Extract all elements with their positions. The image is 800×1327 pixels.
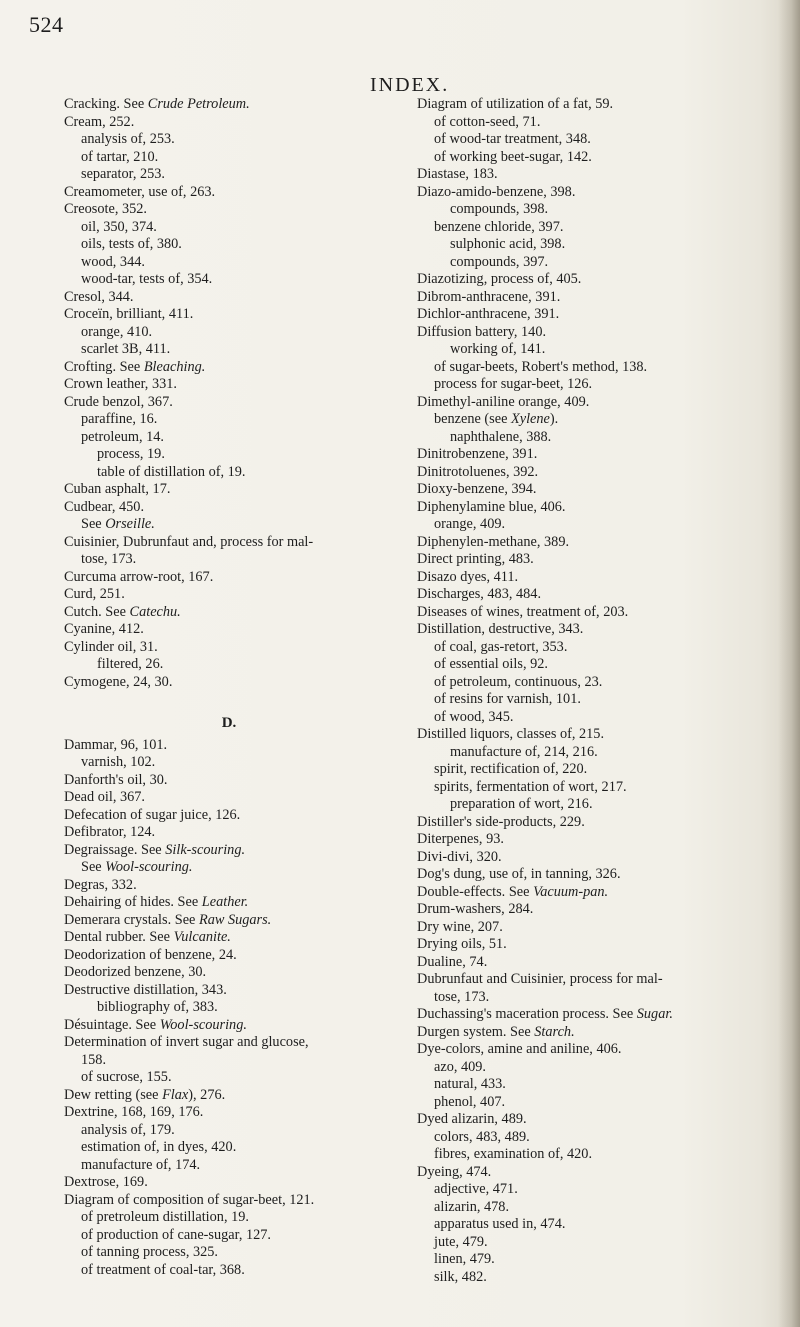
- index-entry: [64, 499, 394, 517]
- entry-text: of working beet-sugar, 142.: [434, 148, 592, 165]
- entry-cross-reference: Raw Sugars.: [198, 911, 272, 928]
- index-entry: [64, 789, 394, 807]
- entry-text: benzene (see: [434, 411, 511, 427]
- index-entry: [417, 394, 777, 412]
- entry-text: of sugar-beets, Robert's method, 138.: [434, 358, 648, 375]
- index-entry: [417, 96, 777, 114]
- index-entry: [417, 639, 777, 657]
- entry-text: of tartar, 210.: [81, 148, 159, 165]
- entry-text: filtered, 26.: [97, 656, 164, 672]
- index-entry: [64, 807, 394, 825]
- entry-text: Dammar, 96, 101.: [64, 736, 168, 753]
- entry-text: bibliography of, 383.: [97, 999, 218, 1015]
- index-entry: [417, 884, 777, 902]
- entry-text: Cymogene, 24, 30.: [64, 673, 173, 690]
- entry-cross-reference: Xylene: [511, 411, 550, 427]
- entry-text: of pretroleum distillation, 19.: [81, 1209, 249, 1225]
- entry-text: of cotton-seed, 71.: [434, 113, 541, 130]
- entry-text: Crude benzol, 367.: [64, 393, 173, 410]
- entry-text: of wood-tar treatment, 348.: [434, 131, 591, 147]
- index-entry: [64, 674, 394, 692]
- index-entry: [417, 919, 777, 937]
- entry-cross-reference: Catechu.: [129, 603, 181, 620]
- entry-text: Distilled liquors, classes of, 215.: [417, 726, 605, 742]
- entry-cross-reference: Silk-scouring.: [165, 841, 246, 858]
- entry-text: Dibrom-anthracene, 391.: [417, 288, 561, 305]
- index-entry: [417, 114, 777, 132]
- entry-text: Dextrose, 169.: [64, 1174, 148, 1190]
- entry-text: Distillation, destructive, 343.: [417, 621, 584, 637]
- index-entry: [417, 814, 777, 832]
- section-heading: D.: [221, 715, 237, 731]
- entry-text: Dog's dung, use of, in tanning, 326.: [417, 866, 621, 882]
- index-entry: [417, 901, 777, 919]
- index-entry: [417, 1094, 777, 1112]
- entry-text: Diphenylamine blue, 406.: [417, 498, 566, 515]
- index-entry: [417, 779, 777, 797]
- entry-text: manufacture of, 174.: [81, 1156, 201, 1173]
- index-entry: [64, 149, 394, 167]
- entry-text: Diseases of wines, treatment of, 203.: [417, 603, 629, 620]
- entry-text: Dichlor-anthracene, 391.: [417, 306, 560, 322]
- index-entry: [64, 1192, 394, 1210]
- index-entry: [64, 306, 394, 324]
- entry-text: orange, 409.: [434, 516, 506, 532]
- index-entry: [64, 1209, 394, 1227]
- entry-text: separator, 253.: [81, 166, 165, 182]
- entry-text: manufacture of, 214, 216.: [450, 743, 598, 760]
- entry-text: preparation of wort, 216.: [450, 796, 593, 812]
- index-entry: [417, 1129, 777, 1147]
- index-entry: [417, 481, 777, 499]
- index-entry: [417, 1216, 777, 1234]
- index-entry: [417, 271, 777, 289]
- index-entry: [64, 289, 394, 307]
- index-entry: [64, 96, 394, 114]
- index-entry: [417, 1269, 777, 1287]
- left-column: [64, 96, 394, 1279]
- index-entry: [64, 1087, 394, 1105]
- index-entry: [417, 849, 777, 867]
- index-entry: [64, 737, 394, 755]
- index-entry: [417, 1111, 777, 1129]
- entry-text: process, 19.: [97, 446, 165, 462]
- entry-text: azo, 409.: [434, 1058, 487, 1075]
- entry-text: of essential oils, 92.: [434, 656, 548, 672]
- entry-text: Dinitrobenzene, 391.: [417, 446, 538, 462]
- entry-text: Curcuma arrow-root, 167.: [64, 568, 214, 585]
- entry-text: oils, tests of, 380.: [81, 236, 182, 252]
- index-entry: [64, 1122, 394, 1140]
- index-entry: [64, 464, 394, 482]
- index-entry: [64, 929, 394, 947]
- index-entry: [64, 877, 394, 895]
- index-entry: [417, 761, 777, 779]
- entry-text: wood, 344.: [81, 253, 145, 270]
- entry-text: Cream, 252.: [64, 113, 135, 130]
- entry-text: Dehairing of hides. See: [64, 894, 202, 910]
- index-entry: [64, 1157, 394, 1175]
- index-entry: [417, 1041, 777, 1059]
- entry-text: Disazo dyes, 411.: [417, 568, 519, 585]
- entry-cross-reference: Vacuum-pan.: [533, 883, 609, 900]
- index-entry: [417, 674, 777, 692]
- index-entry: [64, 1034, 394, 1052]
- entry-text: linen, 479.: [434, 1251, 495, 1267]
- index-entry: [64, 359, 394, 377]
- index-entry: [64, 1227, 394, 1245]
- entry-text: analysis of, 253.: [81, 131, 175, 147]
- entry-text: Dinitrotoluenes, 392.: [417, 463, 539, 480]
- entry-text: varnish, 102.: [81, 754, 156, 770]
- index-entry: [417, 796, 777, 814]
- entry-text: Dyed alizarin, 489.: [417, 1111, 527, 1127]
- index-entry: [64, 254, 394, 272]
- entry-text: Destructive distillation, 343.: [64, 981, 227, 998]
- index-entry: [64, 1104, 394, 1122]
- index-entry: [64, 1139, 394, 1157]
- index-entry: [64, 429, 394, 447]
- index-entry: [417, 1024, 777, 1042]
- entry-text: Cutch. See: [64, 603, 130, 620]
- entry-text: Danforth's oil, 30.: [64, 771, 168, 788]
- index-entry: [417, 324, 777, 342]
- index-entry: [417, 586, 777, 604]
- index-entry: [417, 306, 777, 324]
- entry-text: compounds, 398.: [450, 201, 549, 217]
- entry-text: benzene chloride, 397.: [434, 218, 564, 235]
- entry-text: analysis of, 179.: [81, 1121, 175, 1138]
- entry-cross-reference: Starch.: [534, 1023, 575, 1040]
- entry-text: Cresol, 344.: [64, 288, 134, 305]
- entry-text: Drum-washers, 284.: [417, 901, 534, 917]
- index-entry: [417, 411, 777, 429]
- entry-text: apparatus used in, 474.: [434, 1216, 566, 1232]
- index-entry: [64, 912, 394, 930]
- index-entry: [417, 1234, 777, 1252]
- entry-text: Distiller's side-products, 229.: [417, 813, 585, 830]
- entry-text: of resins for varnish, 101.: [434, 691, 581, 707]
- index-entry: [64, 964, 394, 982]
- index-entry: [64, 201, 394, 219]
- entry-continuation: 158.: [81, 1051, 107, 1068]
- entry-text: Creamometer, use of, 263.: [64, 183, 216, 200]
- entry-text: Cuisinier, Dubrunfaut and, process for mal-: [64, 533, 314, 550]
- index-entry: [64, 1017, 394, 1035]
- entry-text: of wood, 345.: [434, 708, 514, 725]
- index-entry: [64, 1069, 394, 1087]
- index-entry: [64, 236, 394, 254]
- entry-text: Dental rubber. See: [64, 929, 174, 945]
- entry-text: Defibrator, 124.: [64, 824, 156, 840]
- entry-text: Demerara crystals. See: [64, 911, 199, 928]
- index-entry: [417, 1006, 777, 1024]
- entry-text: Degras, 332.: [64, 876, 137, 893]
- entry-text: Diazo-amido-benzene, 398.: [417, 183, 576, 200]
- index-entry: [417, 744, 777, 762]
- entry-text: Dualine, 74.: [417, 953, 488, 970]
- entry-text: oil, 350, 374.: [81, 218, 157, 235]
- page-number: 524: [29, 12, 64, 37]
- entry-text: See: [81, 859, 106, 875]
- index-entry: [64, 1174, 394, 1192]
- index-entry: [64, 534, 394, 552]
- entry-text: table of distillation of, 19.: [97, 463, 246, 480]
- entry-text: spirit, rectification of, 220.: [434, 761, 588, 777]
- entry-text: Désuintage. See: [64, 1016, 160, 1033]
- entry-text: of production of cane-sugar, 127.: [81, 1226, 271, 1243]
- index-entry: [417, 516, 777, 534]
- index-entry: [417, 604, 777, 622]
- index-entry: [64, 184, 394, 202]
- entry-text: Dead oil, 367.: [64, 789, 145, 805]
- entry-cross-reference: Flax: [162, 1086, 189, 1103]
- entry-text: Diterpenes, 93.: [417, 831, 504, 847]
- index-entry: [64, 999, 394, 1017]
- page-edge-shadow: [778, 0, 800, 1327]
- entry-text: Dew retting (see: [64, 1086, 163, 1103]
- entry-text: Double-effects. See: [417, 883, 534, 900]
- entry-text: Curd, 251.: [64, 586, 125, 602]
- index-entry: [64, 604, 394, 622]
- entry-text: Deodorized benzene, 30.: [64, 964, 207, 980]
- index-entry: [417, 1076, 777, 1094]
- entry-cross-reference: Wool-scouring.: [105, 859, 193, 875]
- index-entry: [64, 982, 394, 1000]
- index-entry: [417, 359, 777, 377]
- entry-text: Diphenylen-methane, 389.: [417, 533, 570, 550]
- entry-text: spirits, fermentation of wort, 217.: [434, 778, 627, 795]
- entry-text: adjective, 471.: [434, 1181, 518, 1197]
- entry-text: colors, 483, 489.: [434, 1128, 530, 1145]
- entry-text: petroleum, 14.: [81, 428, 164, 445]
- index-entry: [417, 1251, 777, 1269]
- entry-text: Cyanine, 412.: [64, 621, 144, 637]
- index-entry: [417, 429, 777, 447]
- index-entry: [64, 894, 394, 912]
- index-entry: [417, 866, 777, 884]
- entry-continuation: tose, 173.: [434, 988, 490, 1005]
- entry-cross-reference: Sugar.: [636, 1006, 673, 1022]
- entry-text: Croceïn, brilliant, 411.: [64, 306, 194, 322]
- index-entry: [417, 149, 777, 167]
- entry-text: scarlet 3B, 411.: [81, 341, 171, 357]
- index-entry: [64, 947, 394, 965]
- index-entry: [417, 184, 777, 202]
- index-entry: [64, 411, 394, 429]
- index-entry: [64, 1262, 394, 1280]
- entry-text: Cylinder oil, 31.: [64, 638, 158, 655]
- entry-text: paraffine, 16.: [81, 411, 158, 427]
- entry-text: alizarin, 478.: [434, 1198, 510, 1215]
- index-entry: [417, 236, 777, 254]
- entry-text: wood-tar, tests of, 354.: [81, 271, 213, 287]
- entry-text: naphthalene, 388.: [450, 428, 552, 445]
- index-entry: [417, 831, 777, 849]
- entry-text-after: ).: [549, 411, 559, 427]
- index-entry: [64, 586, 394, 604]
- index-entry: [417, 254, 777, 272]
- index-entry: [64, 271, 394, 289]
- entry-text: compounds, 397.: [450, 253, 549, 270]
- index-entry: [417, 726, 777, 744]
- entry-text: Deodorization of benzene, 24.: [64, 946, 237, 963]
- entry-text: of tanning process, 325.: [81, 1244, 218, 1260]
- entry-text: Crown leather, 331.: [64, 376, 177, 392]
- index-entry: [64, 131, 394, 149]
- index-entry: [64, 842, 394, 860]
- index-entry: [417, 691, 777, 709]
- index-entry: [417, 954, 777, 972]
- entry-text: of coal, gas-retort, 353.: [434, 638, 568, 655]
- index-entry: [417, 219, 777, 237]
- index-entry: [64, 754, 394, 772]
- entry-text: Dry wine, 207.: [417, 918, 503, 935]
- index-entry: [417, 464, 777, 482]
- entry-text: Dye-colors, amine and aniline, 406.: [417, 1041, 622, 1057]
- index-entry: [417, 936, 777, 954]
- index-entry: [417, 1164, 777, 1182]
- index-entry: [417, 656, 777, 674]
- entry-text: orange, 410.: [81, 323, 153, 340]
- entry-text: natural, 433.: [434, 1076, 506, 1092]
- entry-text: Discharges, 483, 484.: [417, 586, 542, 602]
- index-entry: [64, 341, 394, 359]
- index-entry: [64, 621, 394, 639]
- entry-cross-reference: Vulcanite.: [173, 929, 231, 945]
- entry-cross-reference: Leather.: [201, 894, 249, 910]
- index-entry: [64, 394, 394, 412]
- entry-text: estimation of, in dyes, 420.: [81, 1139, 237, 1155]
- index-entry: [64, 772, 394, 790]
- entry-text: Cuban asphalt, 17.: [64, 481, 171, 497]
- index-entry: [64, 114, 394, 132]
- right-column: [417, 96, 777, 1286]
- entry-text-after: ), 276.: [188, 1086, 226, 1103]
- entry-text: working of, 141.: [450, 341, 546, 357]
- entry-text: Durgen system. See: [417, 1023, 535, 1040]
- entry-text: Dimethyl-aniline orange, 409.: [417, 393, 590, 410]
- index-entry: [417, 446, 777, 464]
- index-entry: [417, 534, 777, 552]
- index-entry: [64, 446, 394, 464]
- entry-text: Drying oils, 51.: [417, 936, 507, 952]
- index-entry: [64, 569, 394, 587]
- entry-text: of sucrose, 155.: [81, 1069, 172, 1085]
- index-entry: [64, 516, 394, 534]
- entry-cross-reference: Wool-scouring.: [159, 1016, 247, 1033]
- index-entry: [417, 551, 777, 569]
- index-entry: [64, 859, 394, 877]
- index-entry: [417, 376, 777, 394]
- entry-cross-reference: Crude Petroleum.: [147, 96, 250, 112]
- entry-continuation: tose, 173.: [81, 551, 137, 567]
- entry-text: Diagram of composition of sugar-beet, 121.: [64, 1191, 315, 1208]
- index-entry: [64, 324, 394, 342]
- index-entry: [417, 289, 777, 307]
- entry-text: Creosote, 352.: [64, 201, 147, 217]
- index-entry: [64, 1244, 394, 1262]
- entry-cross-reference: Orseille.: [105, 516, 155, 532]
- entry-text: sulphonic acid, 398.: [450, 236, 566, 252]
- index-entry: [417, 341, 777, 359]
- index-entry: [64, 656, 394, 674]
- index-entry: [417, 971, 777, 989]
- index-entry: [64, 824, 394, 842]
- entry-text: Divi-divi, 320.: [417, 848, 502, 865]
- entry-text: Diagram of utilization of a fat, 59.: [417, 96, 614, 112]
- running-head: INDEX.: [370, 74, 450, 96]
- entry-text: Duchassing's maceration process. See: [417, 1006, 637, 1022]
- index-entry: [64, 481, 394, 499]
- entry-text: Diffusion battery, 140.: [417, 323, 547, 340]
- index-entry: [64, 219, 394, 237]
- entry-text: Direct printing, 483.: [417, 551, 534, 567]
- entry-text: of petroleum, continuous, 23.: [434, 673, 603, 690]
- entry-text: Dubrunfaut and Cuisinier, process for mal-: [417, 971, 663, 987]
- index-entry: [417, 1181, 777, 1199]
- entry-text: Degraissage. See: [64, 841, 166, 858]
- index-entry: [417, 1199, 777, 1217]
- entry-text: silk, 482.: [434, 1268, 487, 1285]
- entry-text: process for sugar-beet, 126.: [434, 376, 593, 392]
- entry-text: Defecation of sugar juice, 126.: [64, 806, 241, 823]
- index-entry: [417, 201, 777, 219]
- entry-text: Cudbear, 450.: [64, 498, 145, 515]
- entry-text: Diazotizing, process of, 405.: [417, 271, 582, 287]
- index-entry: [417, 131, 777, 149]
- index-entry: [417, 709, 777, 727]
- index-entry: [417, 166, 777, 184]
- entry-text: phenol, 407.: [434, 1093, 506, 1110]
- entry-text: Crofting. See: [64, 358, 144, 375]
- index-entry: [64, 376, 394, 394]
- index-entry: [417, 499, 777, 517]
- entry-text: Cracking. See: [64, 96, 148, 112]
- entry-text: Diastase, 183.: [417, 166, 498, 182]
- entry-text: Dextrine, 168, 169, 176.: [64, 1104, 204, 1120]
- entry-text: of treatment of coal-tar, 368.: [81, 1261, 245, 1278]
- entry-text: jute, 479.: [434, 1233, 488, 1250]
- entry-text: See: [81, 516, 106, 532]
- entry-text: Dyeing, 474.: [417, 1163, 492, 1180]
- index-entry: [417, 1146, 777, 1164]
- entry-text: Dioxy-benzene, 394.: [417, 481, 537, 497]
- entry-text: Determination of invert sugar and glucose,: [64, 1034, 309, 1050]
- index-entry: [64, 166, 394, 184]
- index-entry: [417, 1059, 777, 1077]
- index-entry: [417, 569, 777, 587]
- entry-cross-reference: Bleaching.: [143, 358, 206, 375]
- index-entry: [417, 621, 777, 639]
- index-entry: [64, 639, 394, 657]
- entry-text: fibres, examination of, 420.: [434, 1146, 593, 1162]
